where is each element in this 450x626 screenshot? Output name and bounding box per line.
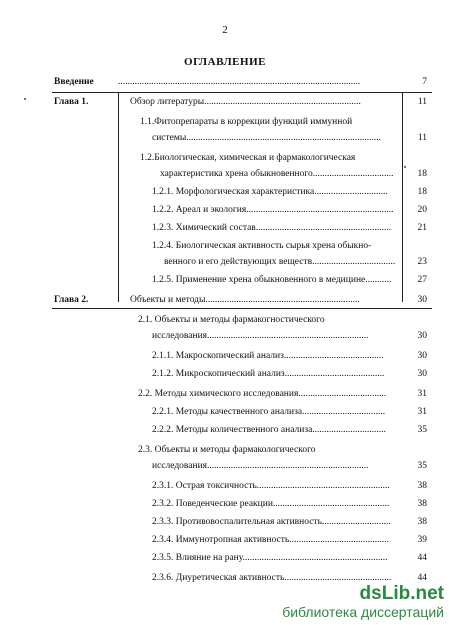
watermark-subtitle: библиотека диссертаций <box>282 604 444 620</box>
watermark <box>282 584 444 620</box>
toc-row <box>0 184 450 200</box>
toc-page-number: 30 <box>417 331 427 341</box>
toc-entry-text: системы.................................................................................. <box>152 133 382 143</box>
toc-row <box>0 114 450 130</box>
toc-row <box>0 550 450 566</box>
toc-entry-text: 2.1.2. Микроскопический анализ.......................................... <box>152 369 385 379</box>
toc-row <box>0 458 450 474</box>
speck <box>404 166 406 168</box>
toc-page-number: 39 <box>417 535 427 545</box>
toc-entry-text: 2.3.4. Иммунотропная активность.......................................... <box>152 535 389 545</box>
toc-row <box>0 202 450 218</box>
toc-page-number: 7 <box>422 77 427 87</box>
toc-rule <box>52 92 432 93</box>
toc-page-number: 35 <box>417 461 427 471</box>
toc-page-number: 44 <box>417 573 427 583</box>
toc-page-number: 11 <box>417 97 427 107</box>
toc-entry-text: 2.2.1. Методы качественного анализа................................... <box>152 407 386 417</box>
toc-entry-text: 2.3.6. Диуретическая активность............................................. <box>152 573 392 583</box>
toc-row <box>0 422 450 438</box>
toc-row <box>0 532 450 548</box>
toc-entry-text: 2.1. Объекты и методы фармакогностического <box>138 315 325 325</box>
toc-entry-text: 2.1.1. Макроскопический анализ.......................................... <box>152 351 384 361</box>
toc-row <box>0 478 450 494</box>
toc-page-number: 20 <box>417 205 427 215</box>
toc-entry-text: 1.2.5. Применение хрена обыкновенного в медицине........... <box>152 275 392 285</box>
toc-row <box>0 272 450 288</box>
toc-chapter-label: Глава 1. <box>54 97 89 107</box>
toc-row <box>0 496 450 512</box>
toc-row <box>0 386 450 402</box>
toc-row <box>0 442 450 458</box>
toc-page-number: 31 <box>417 389 427 399</box>
toc-rule <box>52 308 432 309</box>
speck <box>24 98 26 100</box>
toc-chapter-label: Введение <box>54 77 94 87</box>
toc-chapter-label: Глава 2. <box>54 295 89 305</box>
toc-row <box>0 130 450 146</box>
toc-row <box>0 514 450 530</box>
toc-page-number: 27 <box>417 275 427 285</box>
toc-entry-text: 2.2. Методы химического исследования..................................... <box>138 389 387 399</box>
toc-entry-text: 1.2.3. Химический состав......................................................... <box>152 223 392 233</box>
toc-page-number: 30 <box>417 351 427 361</box>
toc-entry-text: 2.3.1. Острая токсичность........................................................ <box>152 481 390 491</box>
toc-row <box>0 254 450 270</box>
toc-row <box>0 74 450 90</box>
toc-page-number: 30 <box>417 295 427 305</box>
toc-entry-text: исследования.................................................................... <box>152 461 369 471</box>
toc-row <box>0 94 450 110</box>
toc-page-number: 21 <box>417 223 427 233</box>
toc-page-number: 30 <box>417 369 427 379</box>
toc-entry-text: характеристика хрена обыкновенного.................................. <box>160 169 394 179</box>
toc-page-number: 18 <box>417 169 427 179</box>
toc-row <box>0 220 450 236</box>
toc-page-number: 11 <box>417 133 427 143</box>
toc-entry-text: 1.2.4. Биологическая активность сырья хрена обыкно- <box>152 241 372 251</box>
toc-entry-text: 1.1.Фитопрепараты в коррекции функций иммунной <box>140 117 353 127</box>
toc-page-number: 35 <box>417 425 427 435</box>
toc-page-number: 38 <box>417 481 427 491</box>
toc-entry-text: Обзор литературы.................................................................. <box>130 97 361 107</box>
toc-page-number: 38 <box>417 499 427 509</box>
toc-title: ОГЛАВЛЕНИЕ <box>184 56 266 68</box>
toc-entry-text: 1.2.1. Морфологическая характеристика............................... <box>152 187 388 197</box>
toc-entry-text: 2.3.2. Поведенческие реакции................................................. <box>152 499 390 509</box>
toc-row <box>0 150 450 166</box>
toc-row <box>0 366 450 382</box>
toc-entry-text: ...................................................................................................... <box>118 77 361 87</box>
toc-entry-text: исследования.................................................................... <box>152 331 369 341</box>
toc-row <box>0 292 450 308</box>
toc-row <box>0 404 450 420</box>
toc-entry-text: 1.2.Биологическая, химическая и фармакологическая <box>140 153 356 163</box>
toc-row <box>0 328 450 344</box>
toc-entry-text: 1.2.2. Ареал и экология.............................................................. <box>152 205 394 215</box>
toc-page-number: 18 <box>417 187 427 197</box>
page-number: 2 <box>222 24 228 36</box>
toc-entry-text: 2.3. Объекты и методы фармакологического <box>138 445 316 455</box>
toc-row <box>0 238 450 254</box>
watermark-logo: dsLib.net <box>359 583 444 604</box>
toc-entry-text: Объекты и методы................................................................. <box>130 295 360 305</box>
toc-page-number: 44 <box>417 553 427 563</box>
toc-entry-text: 2.2.2. Методы количественного анализа............................... <box>152 425 386 435</box>
toc-entry-text: 2.3.3. Противовоспалительная активность............................. <box>152 517 391 527</box>
toc-row <box>0 312 450 328</box>
toc-page-number: 38 <box>417 517 427 527</box>
toc-page-number: 31 <box>417 407 427 417</box>
toc-row <box>0 348 450 364</box>
toc-row <box>0 166 450 182</box>
toc-entry-text: венного и его действующих веществ................................... <box>164 257 396 267</box>
toc-page-number: 23 <box>417 257 427 267</box>
toc-entry-text: 2.3.5. Влияние на рану............................................................. <box>152 553 388 563</box>
